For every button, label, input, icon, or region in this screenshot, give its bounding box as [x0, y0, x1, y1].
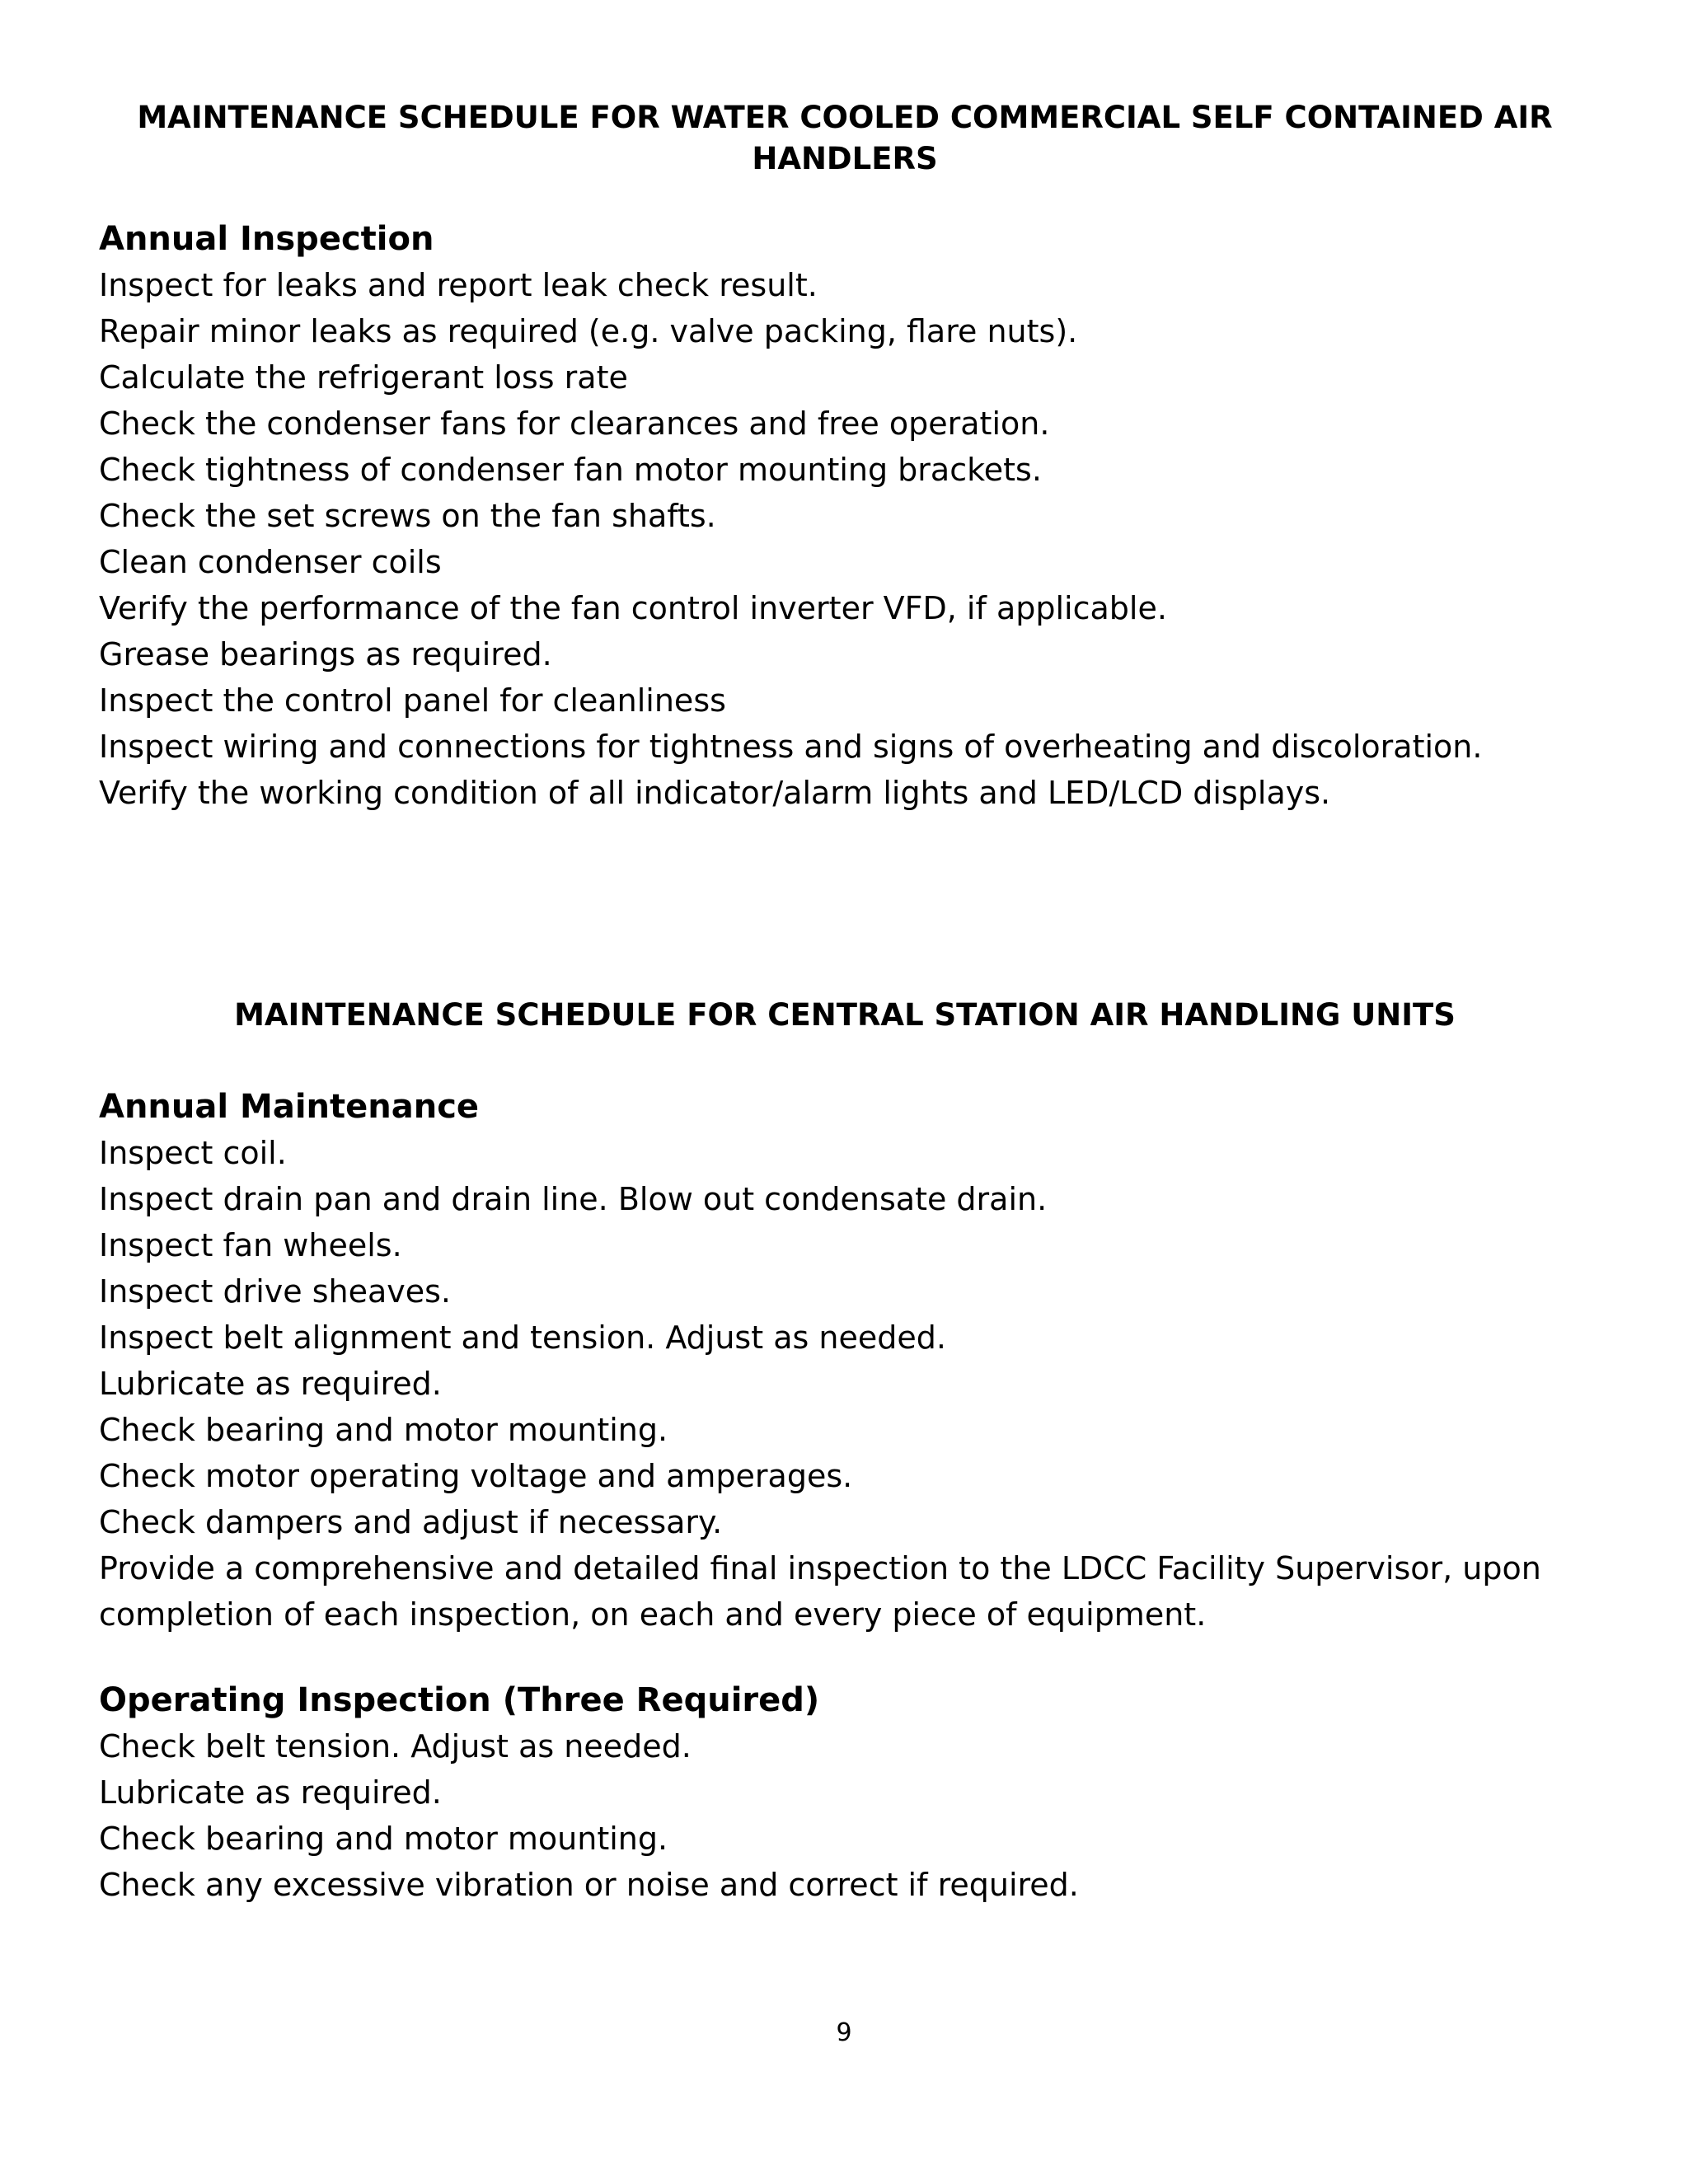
subsection-heading: Annual Inspection	[99, 220, 434, 258]
annual-maintenance-block	[99, 1084, 1591, 1638]
list-item: Check tightness of condenser fan motor mounting brackets.	[99, 452, 1042, 488]
list-item: Inspect drain pan and drain line. Blow out condensate drain.	[99, 1181, 1048, 1217]
list-item: Inspect belt alignment and tension. Adjust as needed.	[99, 1319, 946, 1356]
list-item: Provide a comprehensive and detailed final inspection to the LDCC Facility Supervisor, upon	[99, 1550, 1541, 1586]
subsection-heading: Annual Maintenance	[99, 1088, 480, 1126]
list-item: Inspect the control panel for cleanliness	[99, 682, 726, 719]
section-title: MAINTENANCE SCHEDULE FOR WATER COOLED COMMERCIAL SELF CONTAINED AIR HANDLERS	[137, 100, 1553, 176]
page-number: 9	[836, 2018, 852, 2047]
list-item: Lubricate as required.	[99, 1774, 442, 1811]
list-item: Check bearing and motor mounting.	[99, 1821, 668, 1857]
list-item: Repair minor leaks as required (e.g. valve packing, flare nuts).	[99, 313, 1078, 349]
section-central-station	[99, 995, 1591, 1036]
list-item: Verify the working condition of all indicator/alarm lights and LED/LCD displays.	[99, 775, 1331, 811]
list-item: Inspect fan wheels.	[99, 1227, 402, 1263]
list-item: Lubricate as required.	[99, 1366, 442, 1402]
operating-inspection-block	[99, 1677, 1591, 1908]
list-item: Check the set screws on the fan shafts.	[99, 498, 716, 534]
subsection-heading: Operating Inspection (Three Required)	[99, 1681, 820, 1719]
list-item: Clean condenser coils	[99, 544, 442, 580]
list-item: completion of each inspection, on each and every piece of equipment.	[99, 1596, 1207, 1633]
list-item: Check dampers and adjust if necessary.	[99, 1504, 723, 1540]
list-item: Inspect coil.	[99, 1135, 287, 1171]
list-item: Inspect drive sheaves.	[99, 1273, 451, 1310]
section-title: MAINTENANCE SCHEDULE FOR CENTRAL STATION AIR HANDLING UNITS	[234, 997, 1456, 1033]
list-item: Check motor operating voltage and amperages.	[99, 1458, 853, 1494]
list-item: Check the condenser fans for clearances and free operation.	[99, 405, 1050, 442]
list-item: Calculate the refrigerant loss rate	[99, 359, 628, 396]
list-item: Check belt tension. Adjust as needed.	[99, 1728, 692, 1765]
annual-inspection-block	[99, 216, 1591, 816]
list-item: Verify the performance of the fan control inverter VFD, if applicable.	[99, 590, 1167, 626]
list-item: Check bearing and motor mounting.	[99, 1412, 668, 1448]
list-item: Check any excessive vibration or noise and correct if required.	[99, 1867, 1079, 1903]
section-water-cooled	[99, 97, 1591, 180]
list-item: Inspect wiring and connections for tightness and signs of overheating and discoloration.	[99, 729, 1483, 765]
list-item: Grease bearings as required.	[99, 636, 552, 673]
list-item: Inspect for leaks and report leak check result.	[99, 267, 818, 303]
